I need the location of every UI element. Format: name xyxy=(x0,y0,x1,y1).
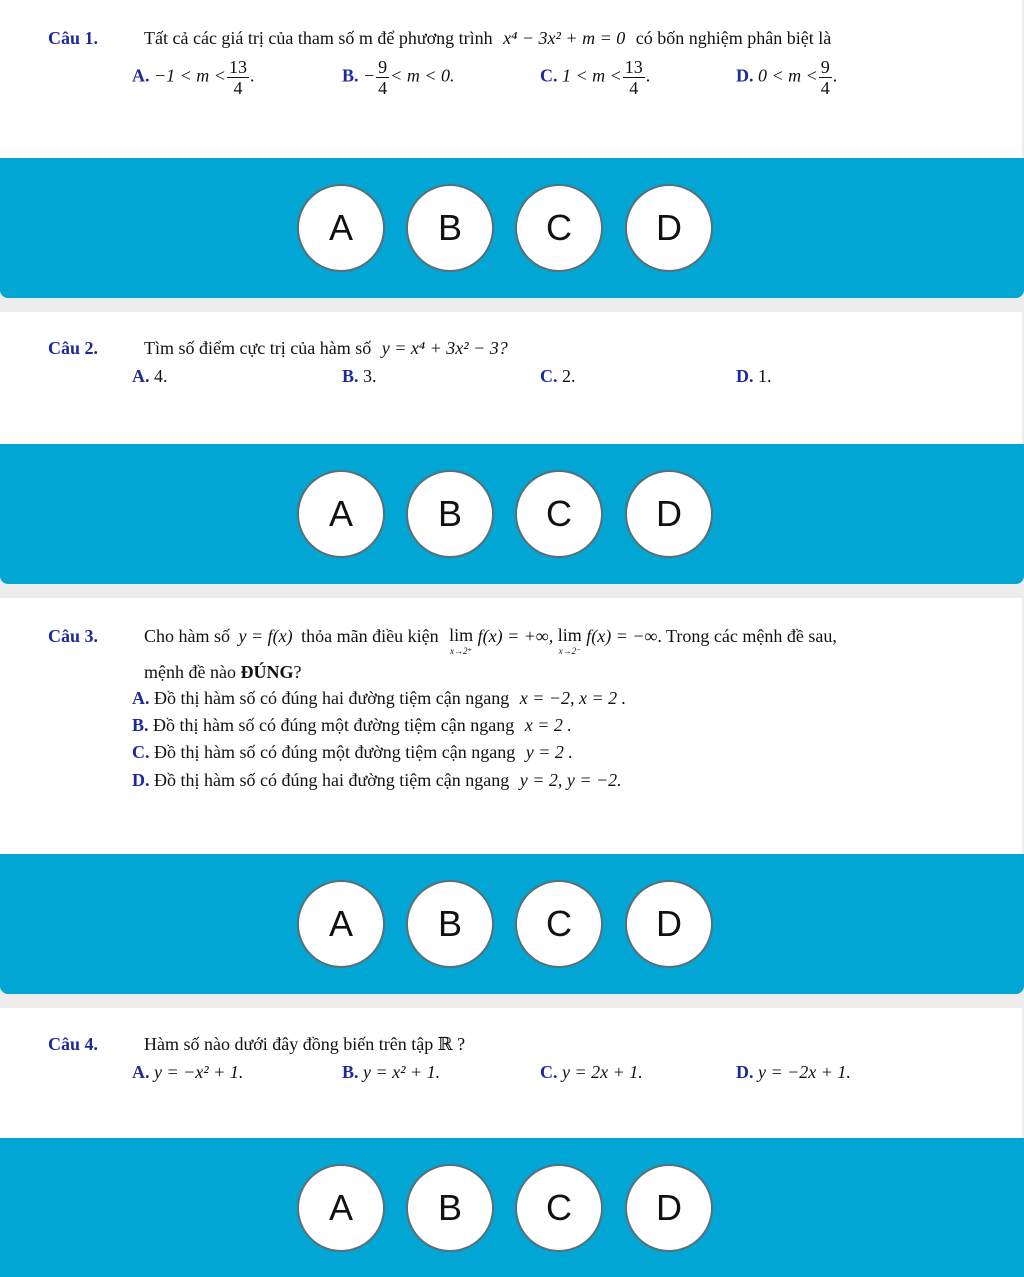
answer-bar-4 xyxy=(0,1138,1024,1277)
equation: x⁴ − 3x² + m = 0 xyxy=(503,28,626,48)
option-c: C. y = 2x + 1. xyxy=(540,1062,643,1082)
answer-b-button[interactable]: B xyxy=(406,470,494,558)
answer-a-button[interactable]: A xyxy=(297,1164,385,1252)
equation: y = x⁴ + 3x² − 3? xyxy=(381,338,508,358)
option-c: C. 1 < m < $\frac{13}{4}$ . xyxy=(540,57,651,98)
answer-d-button[interactable]: D xyxy=(625,470,713,558)
answer-a-button[interactable]: A xyxy=(297,880,385,968)
option-b: B. − $\frac{9}{4}$ < m < 0. xyxy=(342,57,455,98)
question-card-2 xyxy=(0,312,1022,444)
answer-bar-2 xyxy=(0,444,1024,584)
answer-b-button[interactable]: B xyxy=(406,1164,494,1252)
option-b: B. 3. xyxy=(342,366,377,386)
option-c: C. 2. xyxy=(540,366,576,386)
answer-c-button[interactable]: C xyxy=(515,1164,603,1252)
question-number: Câu 1. xyxy=(48,28,99,48)
question-text: Tất cả các giá trị của tham số m để phương trình x⁴ − 3x² + m = 0 có bốn nghiệm phân biệt là xyxy=(144,28,832,48)
answer-b-button[interactable]: B xyxy=(406,880,494,968)
option-a: A. 4. xyxy=(132,366,168,386)
answer-d-button[interactable]: D xyxy=(625,880,713,968)
question-card-4 xyxy=(0,1008,1022,1138)
question-card-1 xyxy=(0,0,1022,158)
question-card-3 xyxy=(0,598,1022,854)
answer-c-button[interactable]: C xyxy=(515,880,603,968)
answer-a-button[interactable]: A xyxy=(297,470,385,558)
answer-a-button[interactable]: A xyxy=(297,184,385,272)
answer-b-button[interactable]: B xyxy=(406,184,494,272)
option-a: A. Đồ thị hàm số có đúng hai đường tiệm cận ngang x = −2, x = 2 . xyxy=(132,688,627,708)
answer-d-button[interactable]: D xyxy=(625,1164,713,1252)
question-number: Câu 2. xyxy=(48,338,99,358)
option-c: C. Đồ thị hàm số có đúng một đường tiệm cận ngang y = 2 . xyxy=(132,742,573,762)
question-text: Hàm số nào dưới đây đồng biến trên tập ℝ ? xyxy=(144,1034,466,1054)
option-d: D. y = −2x + 1. xyxy=(736,1062,851,1082)
question-text-line2: mệnh đề nào ĐÚNG? xyxy=(144,662,302,682)
question-number: Câu 4. xyxy=(48,1034,99,1054)
answer-bar-3 xyxy=(0,854,1024,994)
question-text: Tìm số điểm cực trị của hàm số y = x⁴ + 3x² − 3? xyxy=(144,338,508,358)
question-text: Cho hàm số y = f(x) thỏa mãn điều kiện lim x→2⁺ f(x) = +∞, lim x→2⁻ f(x) = −∞. Trong các mệnh đề sau, xyxy=(144,625,837,656)
option-d: D. 0 < m < $\frac{9}{4}$ . xyxy=(736,57,838,98)
question-number: Câu 3. xyxy=(48,626,99,646)
answer-d-button[interactable]: D xyxy=(625,184,713,272)
option-d: D. 1. xyxy=(736,366,772,386)
option-a: A. y = −x² + 1. xyxy=(132,1062,244,1082)
option-d: D. Đồ thị hàm số có đúng hai đường tiệm cận ngang y = 2, y = −2. xyxy=(132,770,622,790)
answer-c-button[interactable]: C xyxy=(515,184,603,272)
option-a: A. −1 < m < $\frac{13}{4}$ . xyxy=(132,57,255,98)
option-b: B. y = x² + 1. xyxy=(342,1062,441,1082)
answer-c-button[interactable]: C xyxy=(515,470,603,558)
answer-bar-1 xyxy=(0,158,1024,298)
option-b: B. Đồ thị hàm số có đúng một đường tiệm cận ngang x = 2 . xyxy=(132,715,572,735)
